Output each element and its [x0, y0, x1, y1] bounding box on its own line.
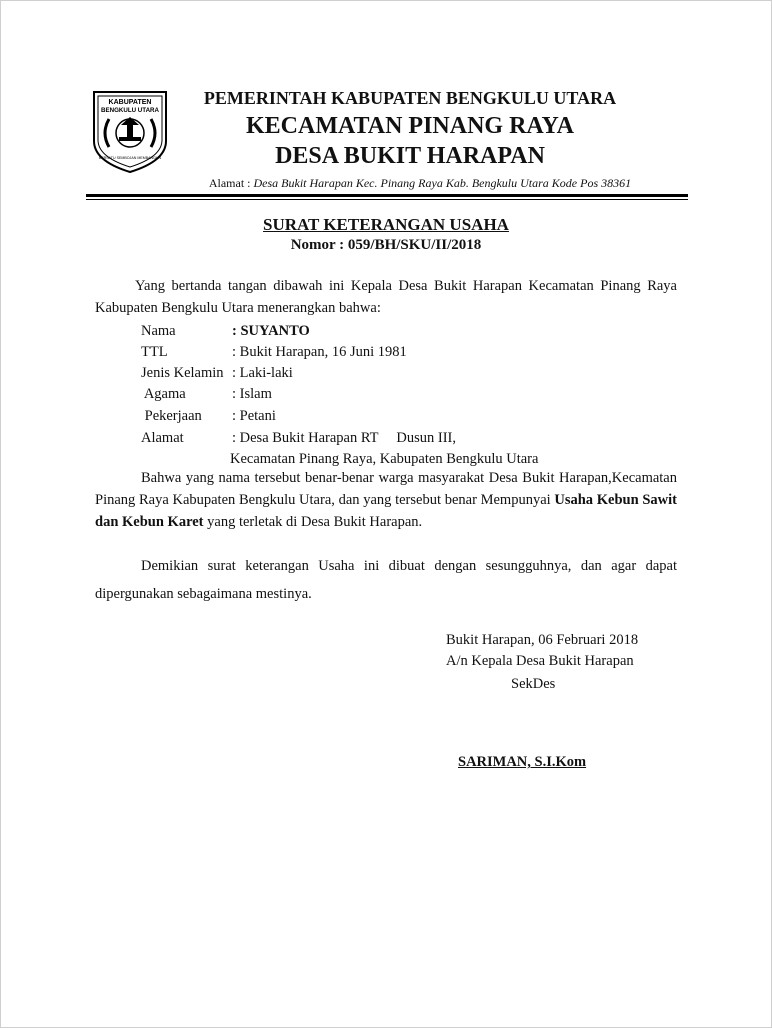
signature-place-date: Bukit Harapan, 06 Februari 2018 — [446, 632, 639, 648]
business-type: Usaha Kebun Sawit dan Kebun Karet — [95, 492, 677, 530]
statement-text-end: yang terletak di Desa Bukit Harapan. — [203, 514, 423, 530]
logo-motto-text: BERSATU SEMBOJAN MEMBANGUN — [98, 156, 162, 160]
field-value: : Laki-laki — [232, 365, 293, 381]
letterhead-thin-rule — [86, 199, 688, 200]
field-label: TTL — [141, 344, 168, 360]
signatory-name: SARIMAN, S.I.Kom — [458, 754, 587, 770]
government-name: PEMERINTAH KABUPATEN BENGKULU UTARA — [203, 88, 617, 108]
address-label: Alamat : — [208, 176, 251, 190]
statement-paragraph — [95, 467, 677, 533]
field-label: Agama — [141, 386, 186, 402]
statement-text: Bahwa yang nama tersebut benar-benar warga masyarakat Desa Bukit Harapan,Kecamatan Pinang Raya Kabupaten Bengkulu Utara, dan yang tersebut benar Mempunyai — [95, 470, 677, 508]
signature-sub-role: SekDes — [511, 676, 556, 692]
logo-top-text: KABUPATEN — [108, 99, 152, 106]
field-value: : Bukit Harapan, 16 Juni 1981 — [232, 344, 407, 360]
district-name: KECAMATAN PINANG RAYA — [245, 113, 575, 139]
field-label: Alamat — [141, 430, 184, 446]
field-label: Pekerjaan — [141, 408, 202, 424]
letterhead-address — [120, 176, 720, 191]
address-value: Desa Bukit Harapan Kec. Pinang Raya Kab. Bengkulu Utara Kode Pos 38361 — [253, 176, 632, 190]
field-value: : Petani — [232, 408, 276, 424]
document-number: Nomor : 059/BH/SKU/II/2018 — [290, 237, 482, 253]
logo-mid-text: BENGKULU UTARA — [101, 107, 159, 114]
closing-paragraph: Demikian surat keterangan Usaha ini dibuat dengan sesungguhnya, dan agar dapat dipergunakan sebagaimana mestinya. — [95, 558, 677, 602]
field-value: Kecamatan Pinang Raya, Kabupaten Bengkulu Utara — [230, 451, 539, 467]
village-name: DESA BUKIT HARAPAN — [275, 143, 545, 169]
bengkulu-utara-regency-seal-icon — [91, 89, 169, 175]
field-label: Nama — [141, 323, 176, 339]
field-label: Jenis Kelamin — [141, 365, 224, 381]
document-title: SURAT KETERANGAN USAHA — [263, 215, 509, 234]
field-value: : Islam — [232, 386, 272, 402]
intro-paragraph: Yang bertanda tangan dibawah ini Kepala Desa Bukit Harapan Kecamatan Pinang Raya Kabupaten Bengkulu Utara menerangkan bahwa: — [95, 278, 677, 316]
signature-role: A/n Kepala Desa Bukit Harapan — [446, 653, 634, 669]
letterhead-thick-rule — [86, 194, 688, 197]
field-value: : Desa Bukit Harapan RT Dusun III, — [232, 430, 456, 446]
field-value: : SUYANTO — [232, 323, 310, 339]
letterhead — [0, 0, 772, 200]
